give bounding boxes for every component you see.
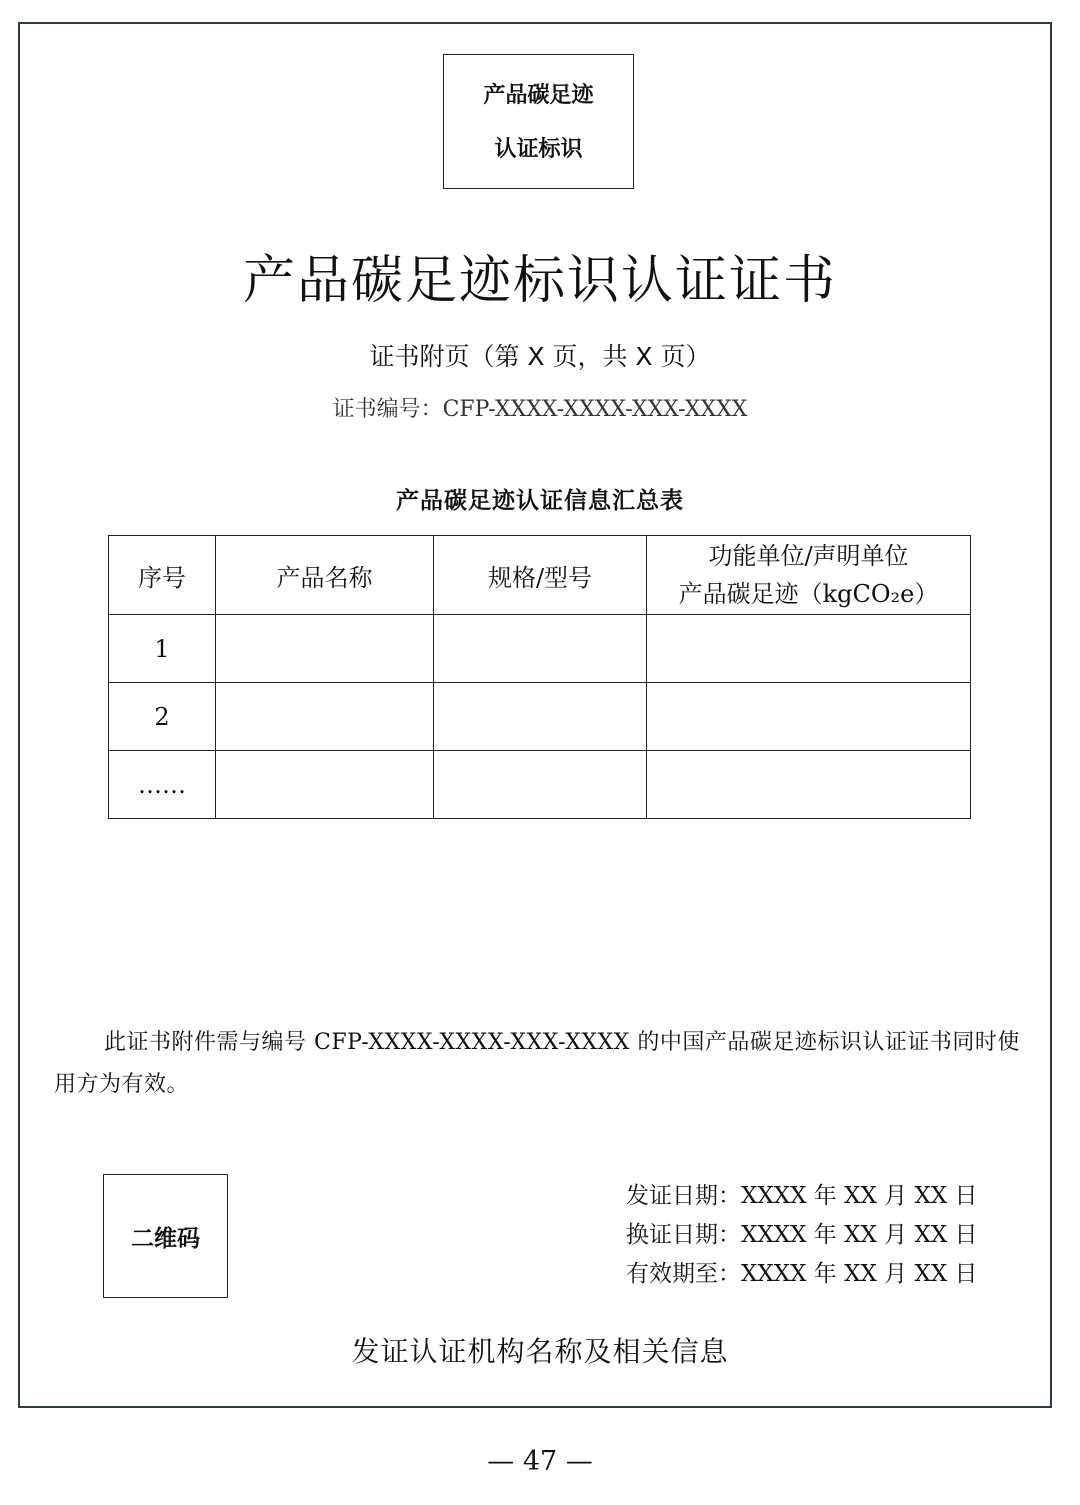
cell-footprint [647, 751, 971, 819]
table-row [109, 683, 971, 751]
valid-until-date: 有效期至：XXXX 年 XX 月 XX 日 [626, 1261, 978, 1287]
header-footprint-line-1: 功能单位/声明单位 [708, 542, 909, 570]
header-product-name: 产品名称 [216, 536, 434, 615]
mark-line-1: 产品碳足迹 [483, 81, 594, 108]
appendix-subtitle: 证书附页（第 X 页，共 X 页） [369, 342, 711, 371]
summary-table-title: 产品碳足迹认证信息汇总表 [396, 487, 684, 514]
certificate-number: 证书编号：CFP-XXXX-XXXX-XXX-XXXX [332, 397, 748, 422]
table-header-row [109, 536, 971, 615]
header-spec: 规格/型号 [434, 536, 647, 615]
header-footprint-line-2: 产品碳足迹（kgCO₂e） [678, 580, 939, 608]
renewal-date: 换证日期：XXXX 年 XX 月 XX 日 [626, 1222, 978, 1248]
date-block [626, 1177, 1046, 1294]
table-row [109, 751, 971, 819]
certification-mark-box [443, 54, 634, 189]
issue-date: 发证日期：XXXX 年 XX 月 XX 日 [626, 1183, 978, 1209]
cell-spec [434, 615, 647, 683]
qr-code-label: 二维码 [131, 1224, 200, 1252]
cell-spec [434, 751, 647, 819]
cell-product-name [216, 615, 434, 683]
page-number: — 47 — [487, 1446, 593, 1477]
validity-notice: 此证书附件需与编号 CFP-XXXX-XXXX-XXX-XXXX 的中国产品碳足迹标识认证证书同时使用方为有效。 [54, 1030, 1020, 1097]
cell-product-name [216, 683, 434, 751]
cell-footprint [647, 615, 971, 683]
header-seq: 序号 [109, 536, 216, 615]
mark-line-2: 认证标识 [494, 135, 583, 162]
header-footprint [647, 536, 971, 615]
certificate-title: 产品碳足迹标识认证证书 [242, 251, 837, 311]
cell-seq: 2 [109, 683, 216, 751]
cell-footprint [647, 683, 971, 751]
qr-code-placeholder [103, 1174, 228, 1298]
summary-table [108, 535, 971, 819]
cell-product-name [216, 751, 434, 819]
cell-seq: …… [109, 751, 216, 819]
issuer-info: 发证认证机构名称及相关信息 [351, 1335, 729, 1368]
table-row [109, 615, 971, 683]
cell-seq: 1 [109, 615, 216, 683]
cell-spec [434, 683, 647, 751]
